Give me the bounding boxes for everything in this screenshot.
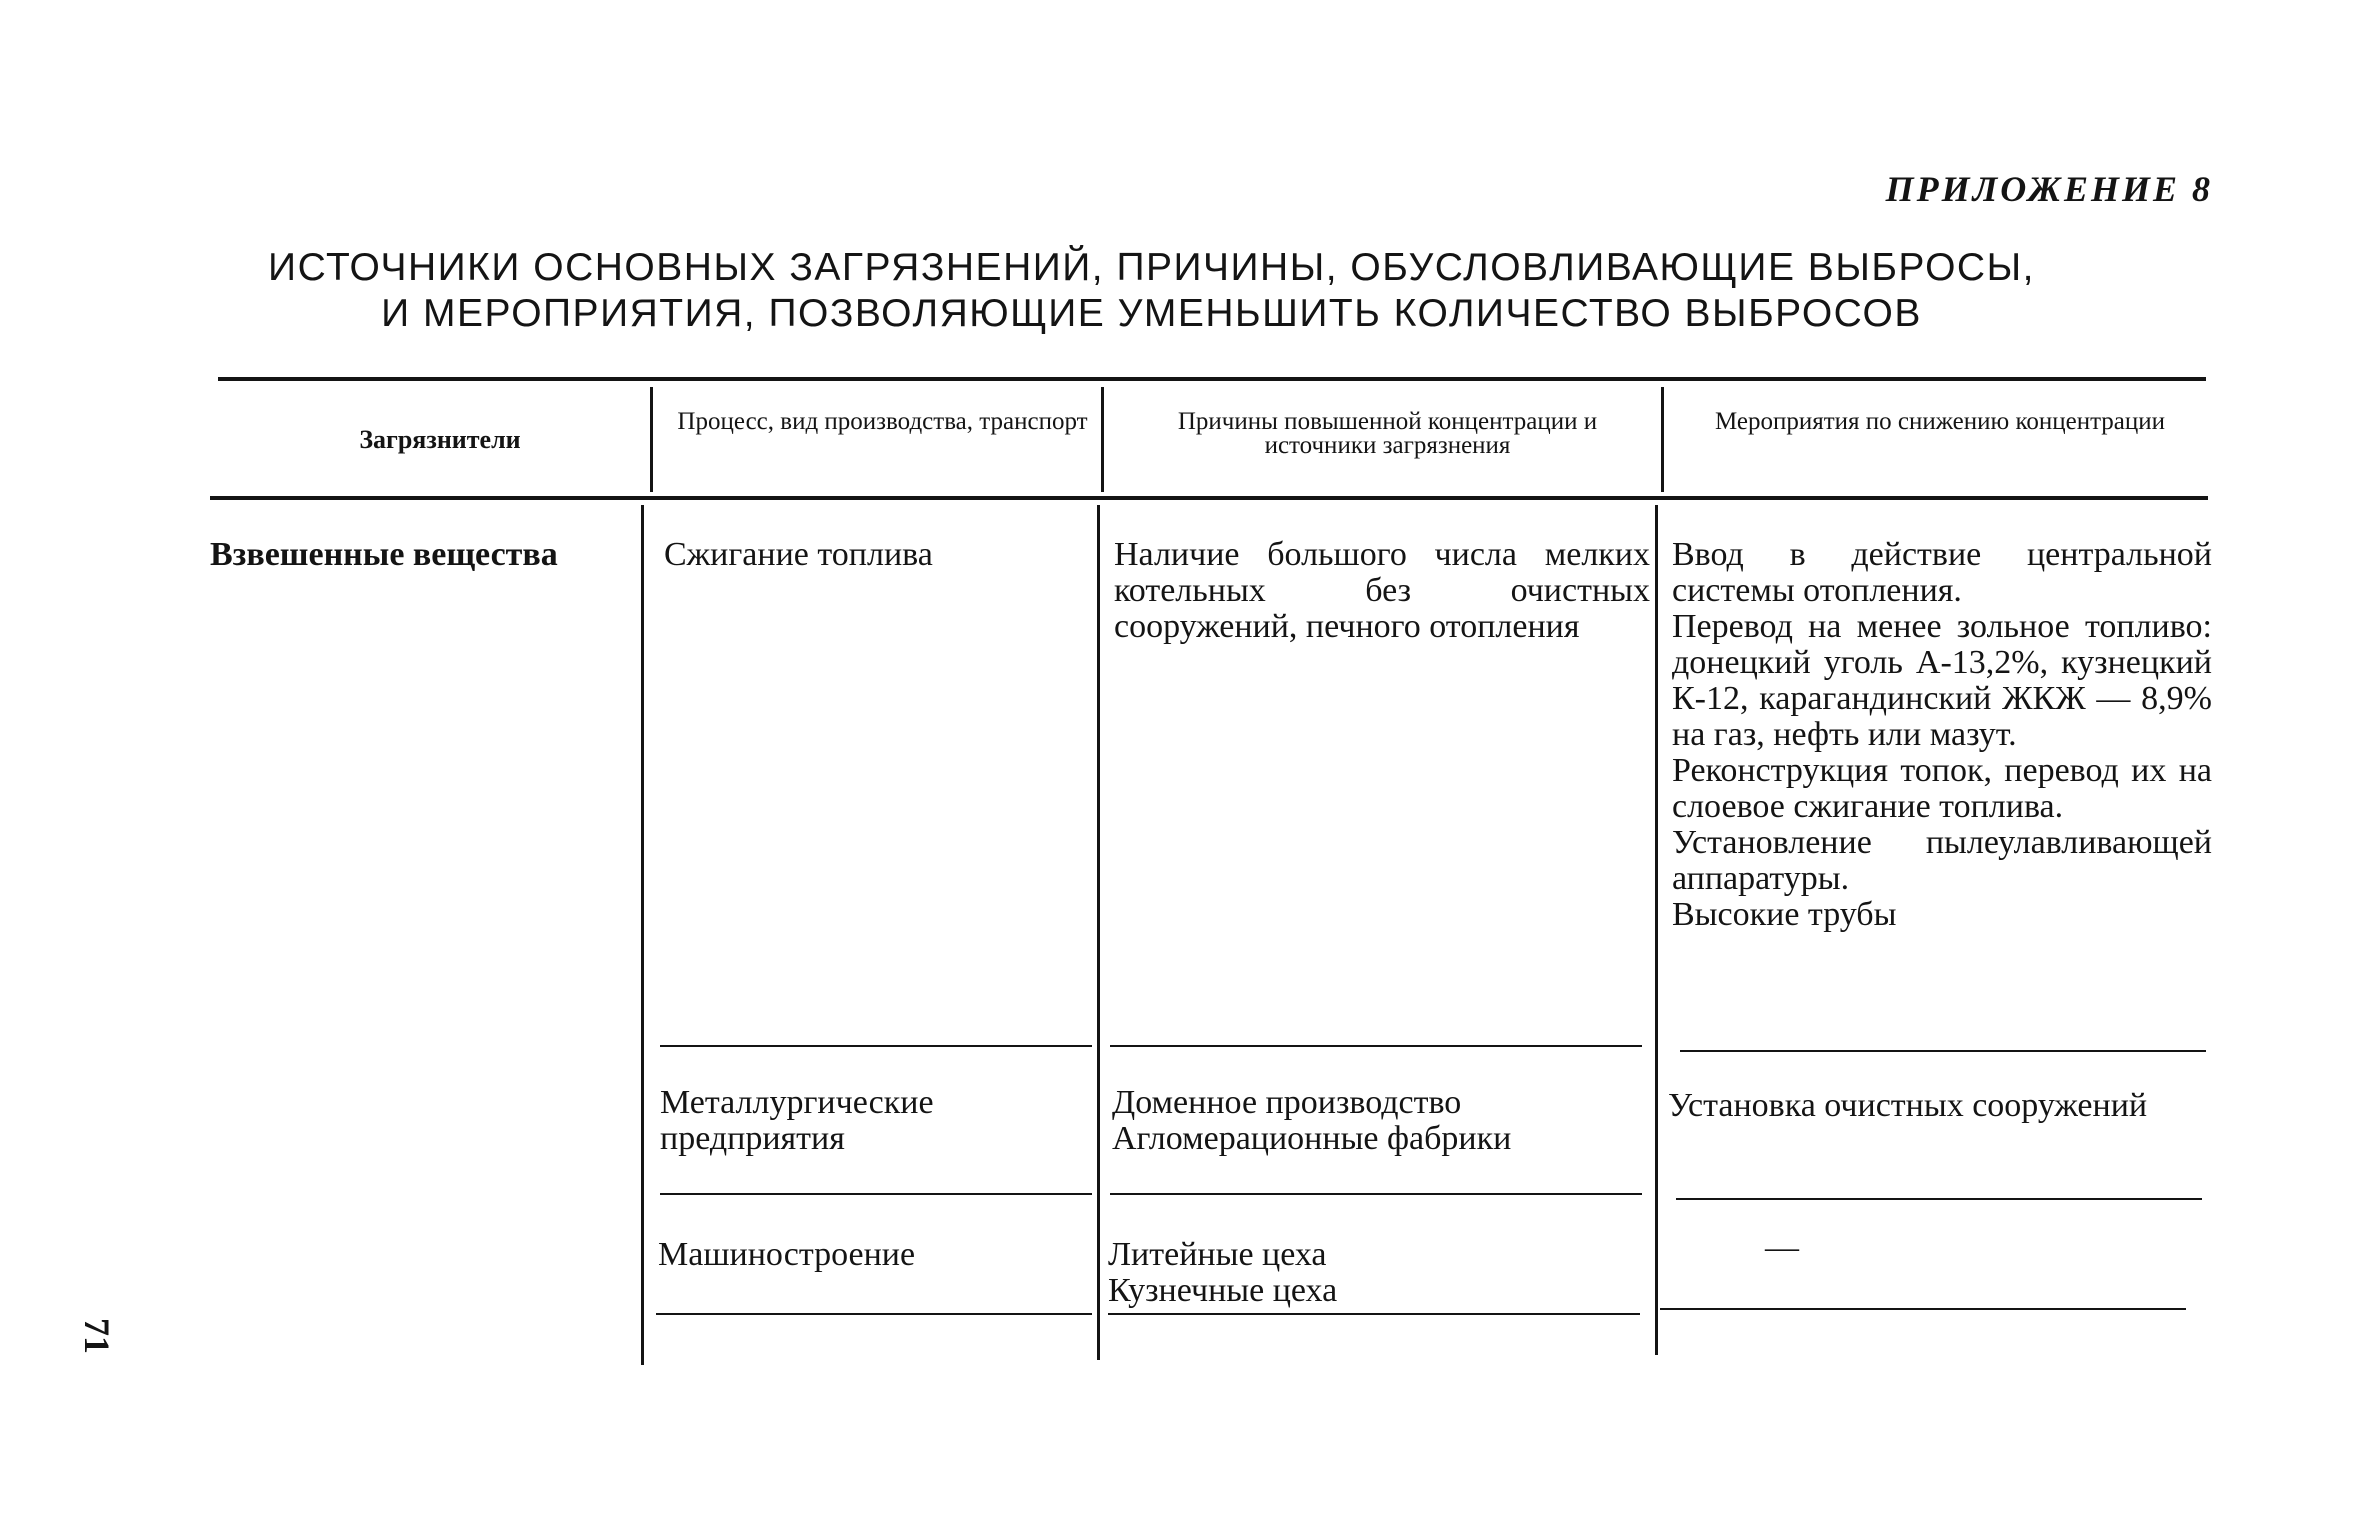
pollutant-cell: Взвешенные вещества — [210, 536, 558, 573]
row-separator — [660, 1045, 1092, 1047]
column-divider-1 — [650, 387, 653, 492]
row-separator — [660, 1193, 1092, 1195]
row-separator — [1680, 1050, 2206, 1052]
row2-process: Металлургические предприятия — [660, 1084, 934, 1157]
row2-measures: Установка очистных сооружений — [1668, 1087, 2148, 1124]
row-separator — [1676, 1198, 2202, 1200]
column-divider-3 — [1655, 505, 1658, 1355]
measure-item: Реконструкция топок, перевод их на слоевое сжигание топлива. — [1672, 752, 2212, 825]
table-top-rule — [218, 377, 2206, 381]
row1-measures — [1672, 537, 2212, 933]
row3-measures: — — [1765, 1229, 1799, 1266]
column-divider-1 — [641, 505, 644, 1365]
row-separator — [1660, 1308, 2186, 1310]
header-process: Процесс, вид производства, транспорт — [677, 408, 1088, 435]
measure-item: Ввод в действие центральной системы отопления. — [1672, 536, 2212, 609]
row-separator — [656, 1313, 1092, 1315]
cause-item: Доменное производство — [1112, 1084, 1462, 1121]
row1-causes: Наличие большого числа мелких котельных без очистных сооружений, печного отопления — [1114, 536, 1650, 645]
header-pollutants: Загрязнители — [359, 425, 521, 454]
measure-item: Высокие трубы — [1672, 896, 1897, 933]
row2-causes — [1112, 1085, 1648, 1157]
cause-item: Агломерационные фабрики — [1112, 1120, 1512, 1157]
row-separator — [1110, 1193, 1642, 1195]
column-divider-2 — [1097, 505, 1100, 1360]
column-divider-3 — [1661, 387, 1664, 492]
header-causes: Причины повышенной концентрации и источники загрязнения — [1177, 408, 1598, 459]
measure-item: Установление пылеулавливающей аппаратуры. — [1672, 824, 2212, 897]
row-separator — [1108, 1313, 1640, 1315]
measure-item: Перевод на менее зольное топливо: донецкий уголь А-13,2%, кузнецкий К-12, карагандинский ЖКЖ — 8,9% на газ, нефть или мазут. — [1672, 608, 2212, 753]
row3-process: Машиностроение — [658, 1236, 916, 1273]
table-header-rule — [210, 496, 2208, 500]
row1-process: Сжигание топлива — [664, 536, 933, 573]
cause-item: Кузнечные цеха — [1108, 1272, 1338, 1309]
cause-item: Литейные цеха — [1108, 1236, 1327, 1273]
column-divider-2 — [1101, 387, 1104, 492]
page-title-line-2: И МЕРОПРИЯТИЯ, ПОЗВОЛЯЮЩИЕ УМЕНЬШИТЬ КОЛИЧЕСТВО ВЫБРОСОВ — [381, 292, 1922, 335]
row-separator — [1110, 1045, 1642, 1047]
row3-causes — [1108, 1237, 1644, 1309]
page-title-line-1: ИСТОЧНИКИ ОСНОВНЫХ ЗАГРЯЗНЕНИЙ, ПРИЧИНЫ, ОБУСЛОВЛИВАЮЩИЕ ВЫБРОСЫ, — [268, 246, 2035, 289]
header-measures: Мероприятия по снижению концентрации — [1714, 408, 2166, 435]
appendix-label: ПРИЛОЖЕНИЕ 8 — [1885, 169, 2213, 209]
page-number: 71 — [77, 1318, 117, 1354]
